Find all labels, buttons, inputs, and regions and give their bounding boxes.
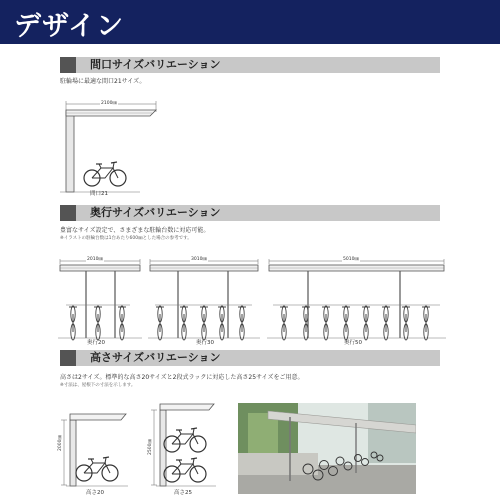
section-note-depth: ※イラストの駐輪台数は1台あたり600㎜とした場合の参考です。 xyxy=(60,236,192,241)
section-heading-height xyxy=(60,350,440,366)
installation-photo xyxy=(238,403,416,494)
height25-caption: 高さ25 xyxy=(174,490,192,496)
depth-illustration-50 xyxy=(267,259,446,340)
frontage-dimension: 2100㎜ xyxy=(101,101,117,106)
depth-illustration-20 xyxy=(58,259,142,340)
bicycle-icon xyxy=(164,458,206,482)
section-desc-depth: 豊富なサイズ設定で、さまざまな駐輪台数に対応可能。 xyxy=(60,227,210,234)
depth20-dimension: 2010㎜ xyxy=(87,257,103,262)
page-title: デザイン xyxy=(14,11,125,42)
section-title-height: 高さサイズバリエーション xyxy=(90,351,221,364)
frontage-illustration xyxy=(60,101,156,192)
bicycle-icon xyxy=(84,162,126,186)
depth50-dimension: 5010㎜ xyxy=(343,257,359,262)
section-desc-height: 高さは2サイズ。標準的な高さ20サイズと2段式ラックに対応した高さ25サイズをご用意。 xyxy=(60,374,304,381)
height-illustration-25 xyxy=(151,404,216,486)
depth30-dimension: 3010㎜ xyxy=(191,257,207,262)
section-heading-depth xyxy=(60,205,440,221)
section-note-height: ※寸法は、屋根下の寸法を示します。 xyxy=(60,383,136,388)
section-desc-width: 駐輪場に最適な間口21サイズ。 xyxy=(60,78,146,85)
section-marker xyxy=(60,350,76,366)
bicycle-icon xyxy=(164,428,206,452)
height25-dimension: 2500㎜ xyxy=(148,439,153,455)
depth30-caption: 奥行30 xyxy=(196,340,214,346)
frontage-caption: 間口21 xyxy=(90,191,108,197)
section-title-width: 間口サイズバリエーション xyxy=(90,58,221,71)
height20-caption: 高さ20 xyxy=(86,490,104,496)
bicycle-icon xyxy=(76,457,118,481)
depth20-caption: 奥行20 xyxy=(87,340,105,346)
height20-dimension: 2000㎜ xyxy=(58,435,63,451)
depth50-caption: 奥行50 xyxy=(344,340,362,346)
depth-illustration-30 xyxy=(148,259,260,340)
section-title-depth: 奥行サイズバリエーション xyxy=(90,206,221,219)
height-illustration-20 xyxy=(61,414,128,486)
section-marker xyxy=(60,205,76,221)
